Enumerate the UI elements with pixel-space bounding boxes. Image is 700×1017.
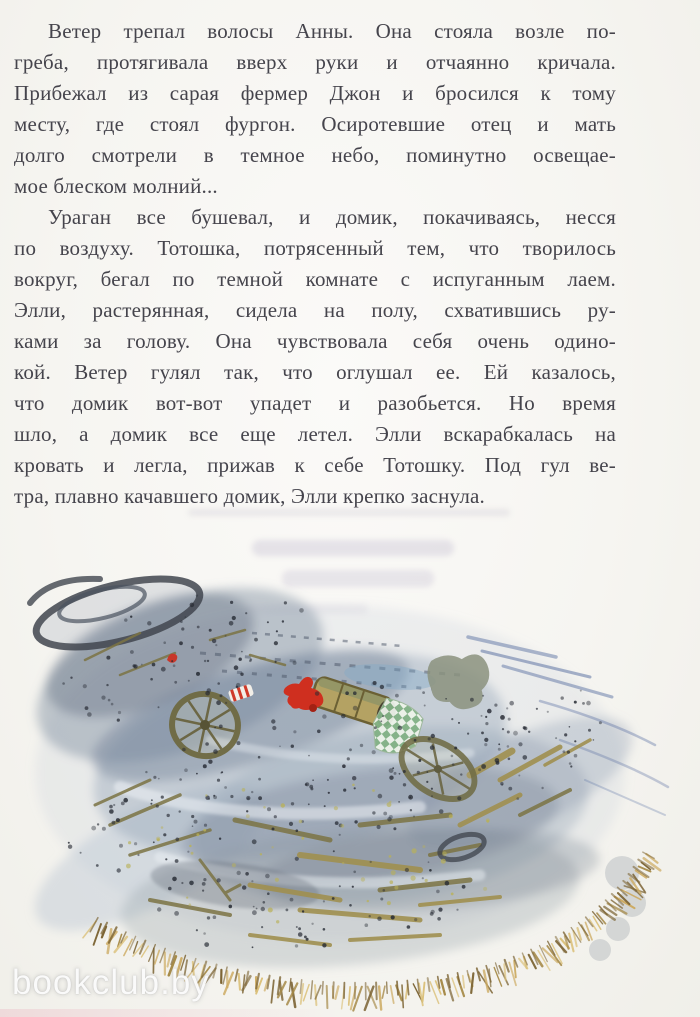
text-line: ками за голову. Она чувствовала себя очень одино-	[14, 329, 616, 353]
text-line: кой. Ветер гулял так, что оглушал ее. Ей казалось,	[14, 360, 616, 384]
tornado-illustration	[0, 525, 700, 1017]
text-line: Ветер трепал волосы Анны. Она стояла возле по-	[48, 19, 616, 43]
story-text	[14, 16, 616, 512]
text-line: по воздуху. Тотошка, потрясенный тем, что творилось	[14, 236, 616, 260]
text-line: шло, а домик все еще летел. Элли вскарабкалась на	[14, 422, 616, 446]
text-line: кровать и легла, прижав к себе Тотошку. Под гул ве-	[14, 453, 616, 477]
text-line: тра, плавно качавшего домик, Элли крепко заснула.	[14, 484, 485, 508]
text-line: мое блеском молний...	[14, 174, 218, 198]
text-line: вокруг, бегал по темной комнате с испуганным лаем.	[14, 267, 616, 291]
text-line: Элли, растерянная, сидела на полу, схватившись ру-	[14, 298, 616, 322]
text-line: долго смотрели в темное небо, поминутно освещае-	[14, 143, 616, 167]
text-line: греба, протягивала вверх руки и отчаянно кричала.	[14, 50, 616, 74]
text-line: месту, где стоял фургон. Осиротевшие отец и мать	[14, 112, 616, 136]
text-line: Прибежал из сарая фермер Джон и бросился к тому	[14, 81, 616, 105]
text-line: что домик вот-вот упадет и разобьется. Но время	[14, 391, 616, 415]
text-line: Ураган все бушевал, и домик, покачиваясь, несся	[48, 205, 616, 229]
watermark: bookclub.by	[12, 963, 210, 1002]
